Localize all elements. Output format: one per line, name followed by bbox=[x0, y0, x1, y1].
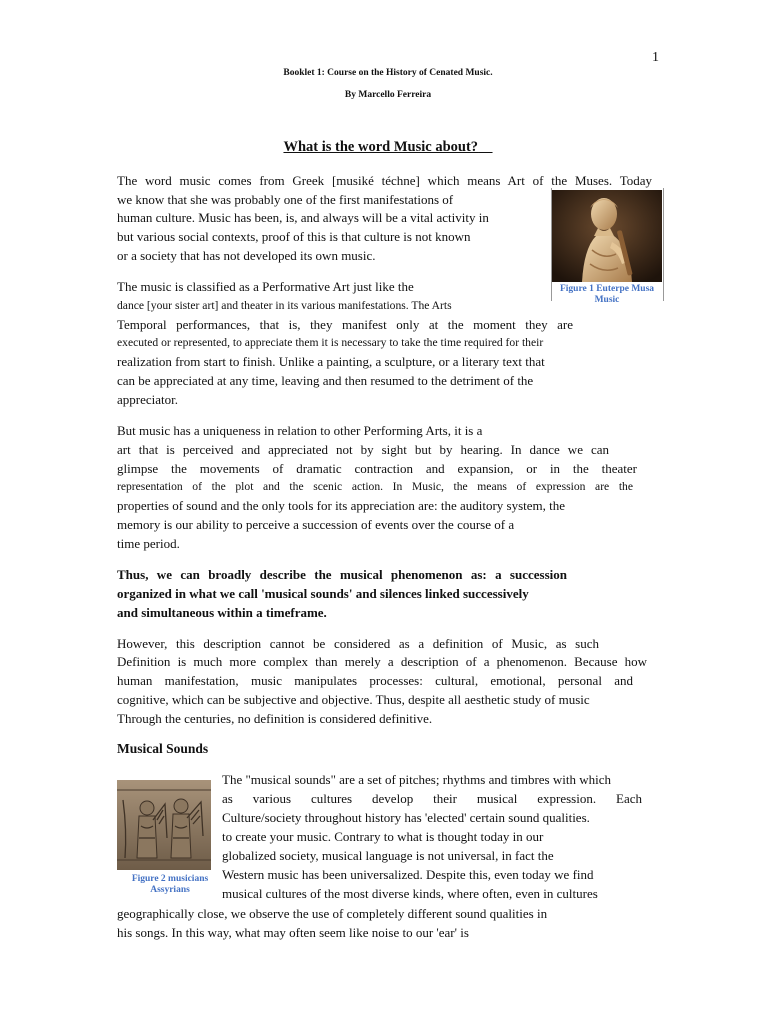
paragraph-1-line-2: we know that she was probably one of the first manifestations of bbox=[117, 192, 454, 207]
paragraph-3-line-6: memory is our ability to perceive a succession of events over the course of a bbox=[117, 517, 515, 532]
paragraph-5-line-2: Definition is much more complex than merely a description of a phenomenon. Because how bbox=[117, 654, 647, 669]
paragraph-5-line-1: However, this description cannot be considered as a definition of Music, as such bbox=[117, 636, 599, 651]
statue-of-muse-with-flute-icon bbox=[552, 190, 662, 282]
figure-1-caption-line-1: Figure 1 Euterpe Musa bbox=[559, 284, 655, 294]
paragraph-2-line-7: appreciator. bbox=[117, 392, 178, 407]
paragraph-2-line-5: realization from start to finish. Unlike a painting, a sculpture, or a literary text that bbox=[117, 354, 545, 369]
paragraph-3-line-5: properties of sound and the only tools for its appreciation are: the auditory system, the bbox=[117, 498, 566, 513]
paragraph-1-line-1: The word music comes from Greek [musiké téchne] which means Art of the Muses. Today bbox=[117, 173, 652, 188]
paragraph-6-line-3: Culture/society throughout history has 'elected' certain sound qualities. bbox=[222, 810, 590, 825]
figure-1 bbox=[551, 188, 664, 305]
booklet-header: Booklet 1: Course on the History of Cenated Music. bbox=[283, 68, 493, 78]
paragraph-3-line-3: glimpse the movements of dramatic contraction and expansion, or in the theater bbox=[117, 461, 637, 476]
paragraph-3-line-1: But music has a uniqueness in relation to other Performing Arts, it is a bbox=[117, 423, 483, 438]
paragraph-1-line-4: but various social contexts, proof of this is that culture is not known bbox=[117, 229, 471, 244]
paragraph-6-line-5: globalized society, musical language is not universal, in fact the bbox=[222, 848, 554, 863]
figure-2-caption-line-1: Figure 2 musicians bbox=[131, 874, 209, 884]
paragraph-1-line-3: human culture. Music has been, is, and always will be a vital activity in bbox=[117, 210, 489, 225]
bold-definition-line-1: Thus, we can broadly describe the musical phenomenon as: a succession bbox=[117, 567, 567, 582]
paragraph-2-line-4: executed or represented, to appreciate them it is necessary to take the time required for their bbox=[117, 336, 544, 349]
paragraph-3-line-4: representation of the plot and the scenic action. In Music, the means of expression are the bbox=[117, 480, 633, 493]
page-title: What is the word Music about? bbox=[283, 139, 479, 155]
author-line: By Marcello Ferreira bbox=[344, 90, 432, 100]
paragraph-6-line-8: geographically close, we observe the use of completely different sound qualities in bbox=[117, 906, 548, 921]
figure-2-caption-line-2: Assyrians bbox=[150, 885, 190, 895]
assyrian-relief-musicians-icon bbox=[117, 780, 211, 870]
paragraph-5-line-4: cognitive, which can be subjective and objective. Thus, despite all aesthetic study of music bbox=[117, 692, 590, 707]
paragraph-1-line-5: or a society that has not developed its own music. bbox=[117, 248, 376, 263]
paragraph-6-line-7: musical cultures of the most diverse kinds, where often, even in cultures bbox=[222, 886, 598, 901]
figure-2-caption bbox=[117, 874, 223, 896]
paragraph-5-line-5: Through the centuries, no definition is considered definitive. bbox=[117, 711, 433, 726]
paragraph-6-line-4: to create your music. Contrary to what is thought today in our bbox=[222, 829, 544, 844]
section-heading: Musical Sounds bbox=[117, 741, 209, 756]
figure-1-caption bbox=[552, 284, 662, 306]
figure-1-caption-line-2: Music bbox=[594, 295, 620, 305]
paragraph-2-line-1: The music is classified as a Performative Art just like the bbox=[117, 279, 414, 294]
paragraph-3-line-2: art that is perceived and appreciated not by sight but by hearing. In dance we can bbox=[117, 442, 609, 457]
bold-definition-line-2: organized in what we call 'musical sounds' and silences linked successively bbox=[117, 586, 529, 601]
paragraph-2-line-3: Temporal performances, that is, they manifest only at the moment they are bbox=[117, 317, 573, 332]
paragraph-3-line-7: time period. bbox=[117, 536, 180, 551]
paragraph-2-line-2: dance [your sister art] and theater in its various manifestations. The Arts bbox=[117, 299, 452, 312]
paragraph-6-line-1: The "musical sounds" are a set of pitches; rhythms and timbres with which bbox=[222, 772, 611, 787]
paragraph-6-line-6: Western music has been universalized. Despite this, even today we find bbox=[222, 867, 594, 882]
figure-2 bbox=[117, 780, 212, 898]
paragraph-5-line-3: human manifestation, music manipulates processes: cultural, emotional, personal and bbox=[117, 673, 633, 688]
paragraph-6-line-9: his songs. In this way, what may often seem like noise to our 'ear' is bbox=[117, 925, 469, 940]
paragraph-6-line-2: as various cultures develop their musical expression. Each bbox=[222, 791, 642, 806]
bold-definition-line-3: and simultaneous within a timeframe. bbox=[117, 605, 327, 620]
page-number: 1 bbox=[652, 50, 659, 65]
paragraph-2-line-6: can be appreciated at any time, leaving and then resumed to the detriment of the bbox=[117, 373, 534, 388]
